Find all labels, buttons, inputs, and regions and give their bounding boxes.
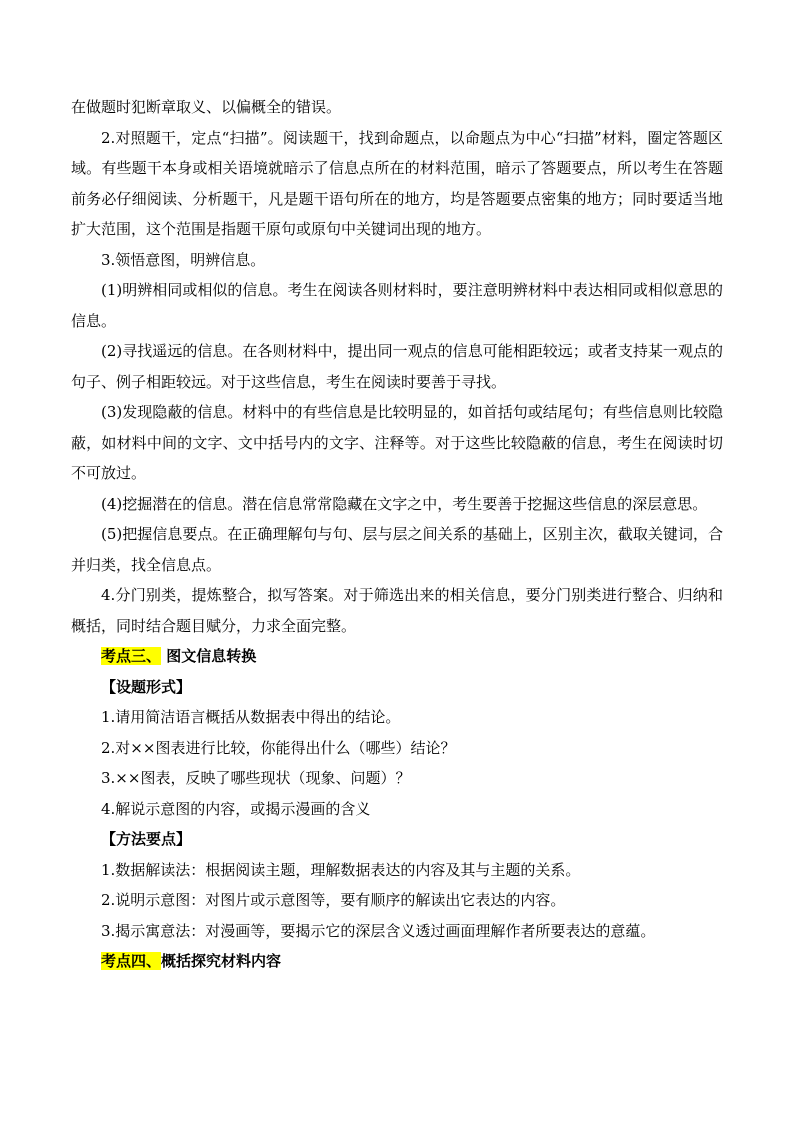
section-heading-4: [71, 946, 723, 977]
form-item: 4.解说示意图的内容，或揭示漫画的含义: [101, 799, 371, 818]
paragraph-key-points: (5)把握信息要点。在正确理解句与句、层与层之间关系的基础上，区别主次，截取关键词，合并归类，找全信息点。: [71, 525, 723, 574]
method-item: 3.揭示寓意法：对漫画等，要揭示它的深层含义透过画面理解作者所要表达的意蕴。: [101, 921, 656, 940]
paragraph-continuation: 在做题时犯断章取义、以偏概全的错误。: [71, 98, 342, 116]
form-item: 1.请用简洁语言概括从数据表中得出的结论。: [101, 708, 401, 726]
form-item: 2.对××图表进行比较，你能得出什么（哪些）结论？: [101, 738, 456, 757]
paragraph-similar-info: (1)明辨相同或相似的信息。考生在阅读各则材料时，要注意明辨材料中表达相同或相似意思的信息。: [71, 281, 723, 330]
section-title-3: 图文信息转换: [161, 647, 257, 665]
form-heading: 【设题形式】: [101, 677, 192, 696]
document-body: [71, 92, 723, 977]
form-item: 3.××图表，反映了哪些现状（现象、问题）？: [101, 769, 411, 787]
method-item: 2.说明示意图：对图片或示意图等，要有顺序的解读出它表达的内容。: [101, 891, 566, 909]
section-label-4: 考点四、: [101, 952, 162, 970]
paragraph-scan-method: 2.对照题干，定点“扫描”。阅读题干，找到命题点，以命题点为中心“扫描”材料，圈定答题区域。有些题干本身或相关语境就暗示了信息点所在的材料范围，暗示了答题要点，所以考生在答题前务必仔细阅读、分析题干，凡是题干语句所在的地方，均是答题要点密集的地方；同时要适当地扩大范围，这个范围是指题干原句或原句中关键词出现的地方。: [71, 128, 723, 238]
method-heading: 【方法要点】: [101, 830, 192, 848]
method-item: 1.数据解读法：根据阅读主题，理解数据表达的内容及其与主题的关系。: [101, 860, 581, 879]
section-label-3: 考点三、: [101, 647, 162, 665]
paragraph-distant-info: (2)寻找遥远的信息。在各则材料中，提出同一观点的信息可能相距较远；或者支持某一观点的句子、例子相距较远。对于这些信息，考生在阅读时要善于寻找。: [71, 342, 723, 391]
paragraph-hidden-info: (3)发现隐蔽的信息。材料中的有些信息是比较明显的，如首括句或结尾句；有些信息则比较隐蔽，如材料中间的文字、文中括号内的文字、注释等。对于这些比较隐蔽的信息，考生在阅读时切不可放过。: [71, 403, 723, 482]
paragraph-categorize: 4.分门别类，提炼整合，拟写答案。对于筛选出来的相关信息，要分门别类进行整合、归纳和概括，同时结合题目赋分，力求全面完整。: [71, 586, 723, 635]
section-title-4: 概括探究材料内容: [161, 952, 282, 970]
section-heading-3: [71, 641, 723, 672]
paragraph-understand-intent: 3.领悟意图，明辨信息。: [101, 250, 266, 269]
paragraph-latent-info: (4)挖掘潜在的信息。潜在信息常常隐藏在文字之中，考生要善于挖掘这些信息的深层意思。: [101, 494, 708, 513]
